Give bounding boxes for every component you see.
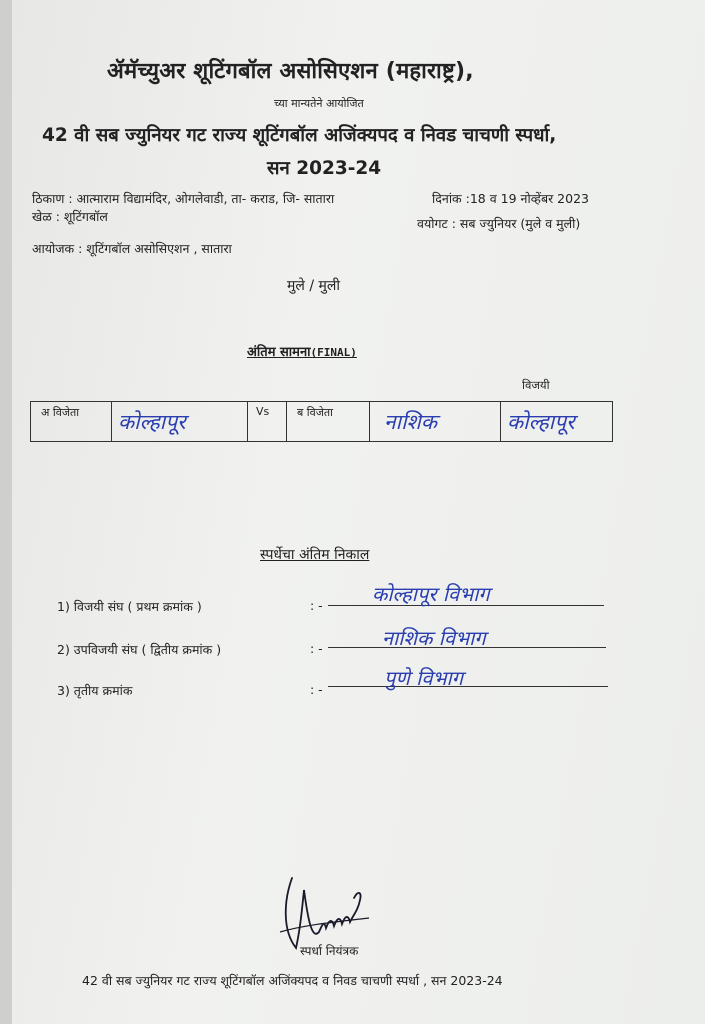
b-team-cell <box>370 402 501 442</box>
vs-label: Vs <box>256 405 270 418</box>
sport-text: खेळ : शूटिंगबॉल <box>32 209 108 224</box>
result-row-1-sep: : - <box>310 598 323 613</box>
b-label-cell <box>287 402 370 442</box>
vs-cell <box>248 402 287 442</box>
b-winner-label: ब विजेता <box>297 406 334 419</box>
document-page <box>12 0 705 1024</box>
association-title: ॲमॅच्युअर शूटिंगबॉल असोसिएशन (महाराष्ट्र), <box>107 59 474 84</box>
result-row-1-label: 1) विजयी संघ ( प्रथम क्रमांक ) <box>57 599 202 614</box>
final-heading <box>247 342 357 360</box>
result-row-3-label: 3) तृतीय क्रमांक <box>57 683 133 698</box>
date-text: दिनांक :18 व 19 नोव्हेंबर 2023 <box>432 191 589 206</box>
winner-column-header: विजयी <box>522 378 550 392</box>
a-winner-label: अ विजेता <box>41 406 80 419</box>
result-row-2-sep: : - <box>310 641 323 656</box>
winner-cell <box>501 402 613 442</box>
organizer-text: आयोजक : शूटिंगबॉल असोसिएशन , सातारा <box>32 241 232 256</box>
category-line <box>287 276 340 295</box>
result-row-3-sep: : - <box>310 682 323 697</box>
final-match-table <box>30 401 613 442</box>
approval-line: च्या मान्यतेने आयोजित <box>274 97 364 110</box>
a-team-name: कोल्हापूर <box>118 410 186 434</box>
results-heading: स्पर्धेचा अंतिम निकाल <box>260 547 370 563</box>
signature-title: स्पर्धा नियंत्रक <box>300 944 359 958</box>
event-title: 42 वी सब ज्युनियर गट राज्य शूटिंगबॉल अजिंक्यपद व निवड चाचणी स्पर्धा, <box>42 125 557 146</box>
final-heading-mr: अंतिम सामना <box>247 345 311 360</box>
a-label-cell <box>31 402 112 442</box>
b-team-name: नाशिक <box>384 410 437 434</box>
a-team-cell <box>112 402 248 442</box>
category-girls: मुली <box>318 278 340 294</box>
venue-text: ठिकाण : आत्माराम विद्यामंदिर, ओगलेवाडी, ता- कराड, जि- सातारा <box>32 191 335 206</box>
category-separator: / <box>309 278 315 294</box>
result-row-2-label: 2) उपविजयी संघ ( द्वितीय क्रमांक ) <box>57 642 222 657</box>
final-heading-en: (FINAL) <box>310 346 357 359</box>
age-group-text: वयोगट : सब ज्युनियर (मुले व मुली) <box>417 216 581 231</box>
result-row-3-line <box>328 686 608 687</box>
season-title: सन 2023-24 <box>267 158 382 179</box>
result-row-1-value: कोल्हापूर विभाग <box>372 582 490 606</box>
winner-team-name: कोल्हापूर <box>507 410 575 434</box>
category-boys: मुले <box>287 278 305 294</box>
footer-text: 42 वी सब ज्युनियर गट राज्य शूटिंगबॉल अजिंक्यपद व निवड चाचणी स्पर्धा , सन 2023-24 <box>82 973 503 988</box>
result-row-2-value: नाशिक विभाग <box>382 626 486 650</box>
result-row-3-value: पुणे विभाग <box>384 666 463 690</box>
